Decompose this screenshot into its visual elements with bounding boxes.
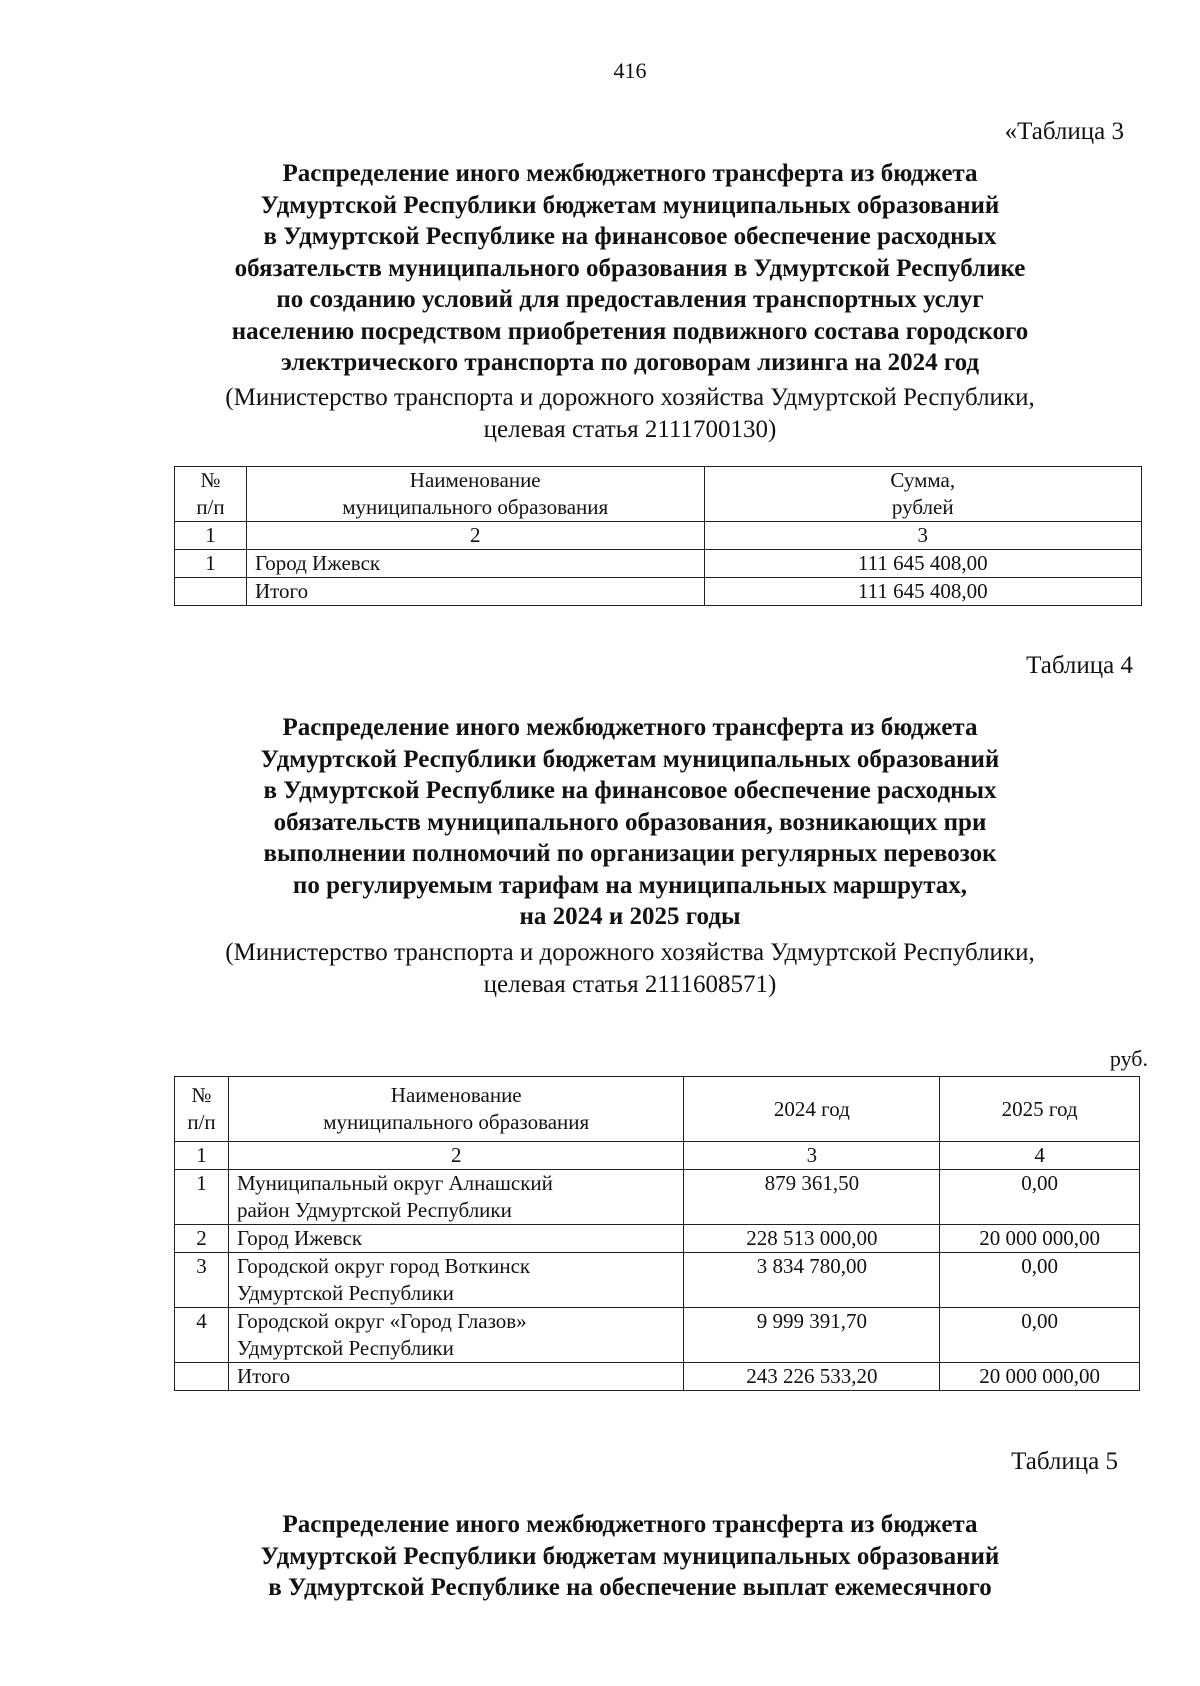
col-header-num: № п/п [175, 1077, 229, 1142]
table-row [175, 1170, 1140, 1225]
table4-subtitle [0, 937, 1200, 1001]
subtitle-line: целевая статья 2111608571) [483, 971, 777, 998]
title-line: электрического транспорта по договорам лизинга на 2024 год [280, 349, 980, 376]
row-name: Городской округ город Воткинск Удмуртской Республики [228, 1253, 684, 1308]
col-header-name: Наименование муниципального образования [246, 467, 704, 522]
total-label: Итого [246, 578, 704, 606]
title-line: в Удмуртской Республике на обеспечение выплат ежемесячного [268, 1574, 992, 1601]
table-row [175, 1253, 1140, 1308]
column-number-row [175, 522, 1142, 550]
col-header-num: № п/п [175, 467, 247, 522]
col-header-2025: 2025 год [940, 1077, 1140, 1142]
col-number: 1 [175, 522, 247, 550]
title-line: Удмуртской Республики бюджетам муниципальных образований [260, 1542, 1000, 1570]
title-line: по созданию условий для предоставления транспортных услуг [276, 286, 984, 313]
subtitle-line: (Министерство транспорта и дорожного хозяйства Удмуртской Республики, [225, 939, 1035, 966]
row-num: 4 [175, 1308, 229, 1363]
row-2025: 0,00 [940, 1308, 1140, 1363]
title-line: обязательств муниципального образования, возникающих при [273, 808, 987, 836]
title-line: Распределение иного межбюджетного трансферта из бюджета [282, 160, 978, 187]
table3-title [0, 158, 1200, 379]
row-num: 1 [175, 550, 247, 578]
title-line: по регулируемым тарифам на муниципальных маршрутах, [292, 871, 968, 899]
row-num: 2 [175, 1225, 229, 1253]
total-2025: 20 000 000,00 [940, 1363, 1140, 1391]
table4-label: Таблица 4 [1026, 652, 1133, 679]
row-2024: 879 361,50 [684, 1170, 940, 1225]
row-num: 1 [175, 1170, 229, 1225]
unit-label: руб. [1109, 1046, 1148, 1071]
total-row [175, 578, 1142, 606]
title-line: Удмуртской Республики бюджетам муниципальных образований [260, 191, 1000, 219]
row-2025: 0,00 [940, 1170, 1140, 1225]
total-num [175, 578, 247, 606]
table-header-row [175, 1077, 1140, 1142]
col-number: 1 [175, 1142, 229, 1170]
total-row [175, 1363, 1140, 1391]
col-number: 4 [940, 1142, 1140, 1170]
row-2024: 9 999 391,70 [684, 1308, 940, 1363]
row-name: Город Ижевск [228, 1225, 684, 1253]
row-2025: 0,00 [940, 1253, 1140, 1308]
page-number: 416 [613, 58, 647, 83]
subtitle-line: (Министерство транспорта и дорожного хозяйства Удмуртской Республики, [225, 384, 1035, 411]
table-row [175, 1225, 1140, 1253]
col-number: 3 [704, 522, 1142, 550]
title-line: Распределение иного межбюджетного трансферта из бюджета [282, 1511, 978, 1538]
row-2024: 3 834 780,00 [684, 1253, 940, 1308]
table3-subtitle [0, 382, 1200, 446]
total-num [175, 1363, 229, 1391]
title-line: обязательств муниципального образования в Удмуртской Республике [234, 254, 1026, 282]
title-line: в Удмуртской Республике на финансовое обеспечение расходных [263, 223, 997, 250]
row-2024: 228 513 000,00 [684, 1225, 940, 1253]
row-sum: 111 645 408,00 [704, 550, 1142, 578]
col-number: 2 [228, 1142, 684, 1170]
subtitle-line: целевая статья 2111700130) [483, 416, 777, 443]
col-header-2024: 2024 год [684, 1077, 940, 1142]
table3-label: «Таблица 3 [1004, 118, 1124, 145]
row-2025: 20 000 000,00 [940, 1225, 1140, 1253]
total-2024: 243 226 533,20 [684, 1363, 940, 1391]
title-line: выполнении полномочий по организации регулярных перевозок [263, 840, 997, 867]
table-header-row [175, 467, 1142, 522]
col-number: 2 [246, 522, 704, 550]
total-label: Итого [228, 1363, 684, 1391]
title-line: Удмуртской Республики бюджетам муниципальных образований [260, 745, 1000, 773]
col-header-name: Наименование муниципального образования [228, 1077, 684, 1142]
title-line: населению посредством приобретения подвижного состава городского [231, 317, 1029, 345]
total-sum: 111 645 408,00 [704, 578, 1142, 606]
table3 [174, 466, 1142, 606]
column-number-row [175, 1142, 1140, 1170]
row-name: Городской округ «Город Глазов» Удмуртской Республики [228, 1308, 684, 1363]
table-row [175, 550, 1142, 578]
col-header-sum: Сумма, рублей [704, 467, 1142, 522]
table4-title [0, 712, 1200, 933]
title-line: в Удмуртской Республике на финансовое обеспечение расходных [263, 777, 997, 804]
table5-label: Таблица 5 [1011, 1448, 1118, 1475]
table4 [174, 1076, 1140, 1391]
table5-title [0, 1509, 1200, 1604]
title-line: на 2024 и 2025 годы [519, 903, 741, 930]
title-line: Распределение иного межбюджетного трансферта из бюджета [282, 714, 978, 741]
col-number: 3 [684, 1142, 940, 1170]
row-name: Город Ижевск [246, 550, 704, 578]
row-num: 3 [175, 1253, 229, 1308]
row-name: Муниципальный округ Алнашский район Удмуртской Республики [228, 1170, 684, 1225]
table-row [175, 1308, 1140, 1363]
